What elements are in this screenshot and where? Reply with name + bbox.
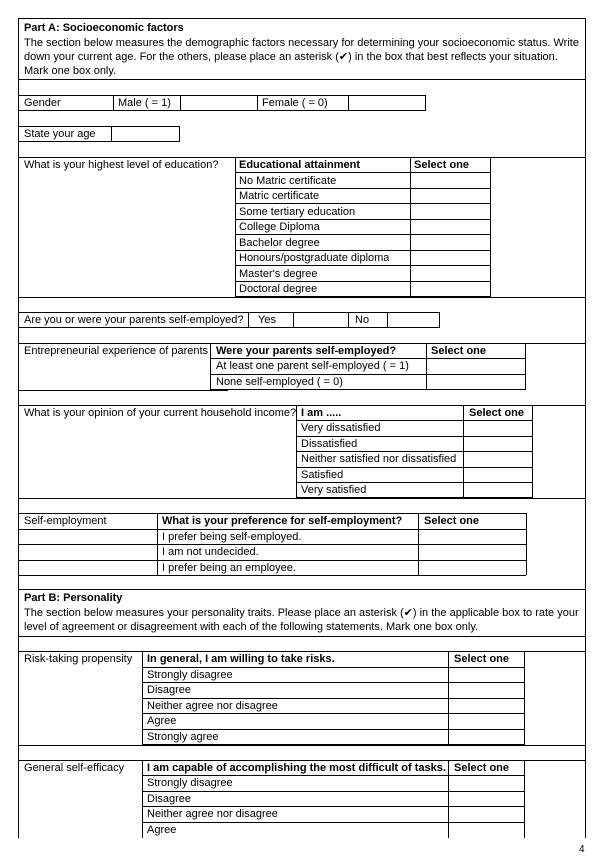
education-checkbox[interactable]	[412, 173, 490, 187]
income-option: Very dissatisfied	[301, 422, 381, 434]
entrepreneurial-option: At least one parent self-employed ( = 1)	[216, 360, 409, 372]
selfemp-checkbox[interactable]	[420, 530, 525, 543]
education-checkbox[interactable]	[412, 189, 490, 202]
income-option: Neither satisfied nor dissatisfied	[301, 453, 457, 465]
risk-select-header: Select one	[454, 653, 510, 665]
risk-checkbox[interactable]	[450, 683, 524, 697]
efficacy-checkbox[interactable]	[450, 776, 524, 790]
gender-label: Gender	[24, 97, 61, 109]
education-option: Honours/postgraduate diploma	[239, 252, 390, 264]
part-b-intro: The section below measures your personality traits. Please place an asterisk (✔) in the applicable box to rate your level of agreement or disagreement with each of the following statements. Mark one box only.	[24, 607, 579, 633]
gender-female-checkbox[interactable]	[350, 97, 424, 109]
part-a-intro: The section below measures the demographic factors necessary for determining your socioeconomic status. Write down your current age. For the others, please place an asterisk (✔) in the box that best reflects your situation. Mark one box only.	[24, 37, 579, 77]
education-option: Master's degree	[239, 268, 318, 280]
parents-self-no-label: No	[355, 314, 370, 326]
entrepreneurial-select-header: Select one	[431, 345, 487, 357]
education-checkbox[interactable]	[412, 266, 490, 280]
selfemp-option: I am not undecided.	[162, 546, 259, 558]
efficacy-select-header: Select one	[454, 762, 510, 774]
education-option: Bachelor degree	[239, 237, 320, 249]
education-option: No Matric certificate	[239, 175, 337, 187]
risk-label: Risk-taking propensity	[24, 653, 133, 665]
income-checkbox[interactable]	[465, 468, 532, 481]
income-checkbox[interactable]	[465, 437, 532, 450]
efficacy-option: Agree	[147, 824, 177, 836]
income-header: I am .....	[301, 407, 342, 419]
education-checkbox[interactable]	[412, 282, 490, 296]
education-select-header: Select one	[414, 159, 470, 171]
risk-option: Strongly disagree	[147, 669, 233, 681]
frame-right	[585, 18, 586, 838]
entrepreneurial-option: None self-employed ( = 0)	[216, 376, 343, 388]
risk-option: Neither agree nor disagree	[147, 700, 278, 712]
parents-self-yes-checkbox[interactable]	[295, 314, 346, 326]
gender-male-checkbox[interactable]	[182, 97, 255, 109]
efficacy-checkbox[interactable]	[450, 792, 524, 805]
education-checkbox[interactable]	[412, 220, 490, 233]
efficacy-checkbox[interactable]	[450, 823, 524, 837]
risk-option: Disagree	[147, 684, 192, 696]
selfemp-option: I prefer being self-employed.	[162, 531, 302, 543]
risk-checkbox[interactable]	[450, 730, 524, 744]
risk-option: Agree	[147, 715, 177, 727]
selfemp-checkbox[interactable]	[420, 545, 525, 559]
risk-checkbox[interactable]	[450, 699, 524, 712]
efficacy-option: Strongly disagree	[147, 777, 233, 789]
age-input[interactable]	[113, 128, 178, 140]
entrepreneurial-checkbox[interactable]	[428, 359, 525, 373]
gender-male-label: Male ( = 1)	[118, 97, 171, 109]
risk-header: In general, I am willing to take risks.	[147, 653, 335, 665]
education-checkbox[interactable]	[412, 235, 490, 249]
efficacy-checkbox[interactable]	[450, 807, 524, 821]
entrepreneurial-checkbox[interactable]	[428, 375, 525, 389]
efficacy-option: Neither agree nor disagree	[147, 808, 278, 820]
education-option: College Diploma	[239, 221, 320, 233]
age-label: State your age	[24, 128, 96, 140]
income-question: What is your opinion of your current household income?	[24, 407, 297, 419]
education-option: Doctoral degree	[239, 283, 318, 295]
efficacy-option: Disagree	[147, 793, 192, 805]
efficacy-label: General self-efficacy	[24, 762, 125, 774]
income-select-header: Select one	[469, 407, 525, 419]
education-option: Some tertiary education	[239, 206, 356, 218]
selfemp-header: What is your preference for self-employment?	[162, 515, 403, 527]
education-header: Educational attainment	[239, 159, 361, 171]
entrepreneurial-header: Were your parents self-employed?	[216, 345, 397, 357]
education-checkbox[interactable]	[412, 251, 490, 264]
parents-self-yes-label: Yes	[258, 314, 276, 326]
income-checkbox[interactable]	[465, 483, 532, 497]
risk-checkbox[interactable]	[450, 668, 524, 681]
parents-self-no-checkbox[interactable]	[389, 314, 438, 326]
education-checkbox[interactable]	[412, 204, 490, 218]
page-number: 4	[579, 844, 585, 855]
divider	[18, 79, 585, 80]
income-option: Dissatisfied	[301, 438, 358, 450]
selfemp-checkbox[interactable]	[420, 561, 525, 574]
parents-self-question: Are you or were your parents self-employed?	[24, 314, 244, 326]
part-a-title: Part A: Socioeconomic factors	[24, 22, 184, 34]
efficacy-header: I am capable of accomplishing the most difficult of tasks.	[147, 762, 446, 774]
education-option: Matric certificate	[239, 190, 320, 202]
income-option: Very satisfied	[301, 484, 367, 496]
risk-checkbox[interactable]	[450, 714, 524, 728]
selfemp-select-header: Select one	[424, 515, 480, 527]
gender-female-label: Female ( = 0)	[262, 97, 328, 109]
selfemp-option: I prefer being an employee.	[162, 562, 296, 574]
income-checkbox[interactable]	[465, 421, 532, 435]
education-question: What is your highest level of education?	[24, 159, 219, 171]
part-b-title: Part B: Personality	[24, 592, 123, 604]
risk-option: Strongly agree	[147, 731, 219, 743]
entrepreneurial-label: Entrepreneurial experience of parents	[24, 345, 209, 357]
income-checkbox[interactable]	[465, 452, 532, 466]
frame-top	[18, 18, 585, 19]
selfemp-label: Self-employment	[24, 515, 107, 527]
income-option: Satisfied	[301, 469, 344, 481]
